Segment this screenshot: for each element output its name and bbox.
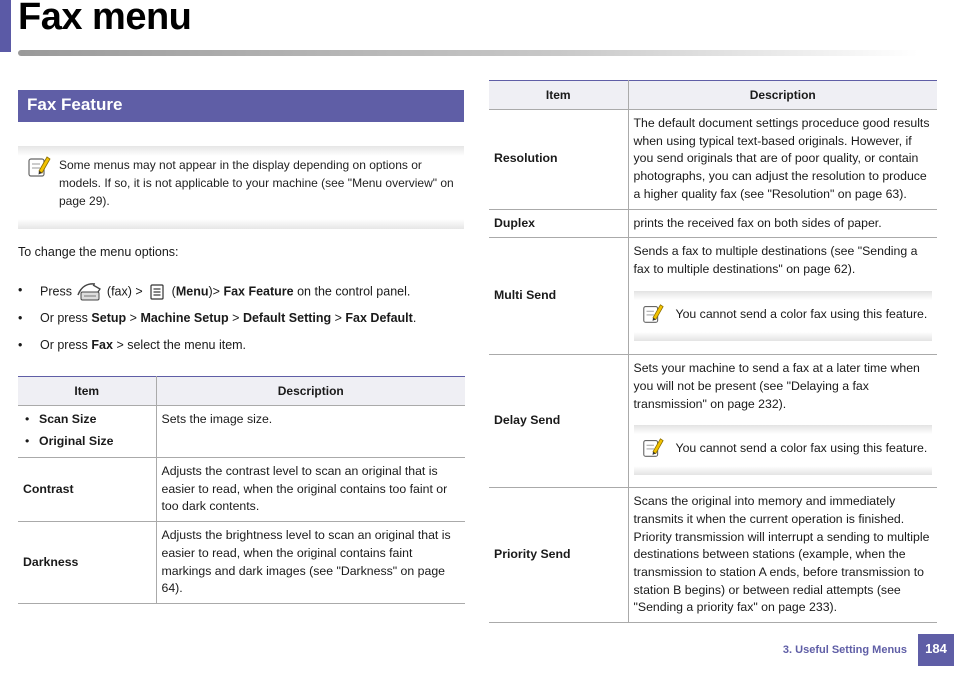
step2-sep2: > [232, 310, 240, 325]
description-text: Sets your machine to send a fax at a later time when you will not be present (see "Delaying a fax transmission" on page 232). [633, 361, 920, 411]
item-cell [18, 406, 156, 458]
step2-setup: Setup [91, 310, 127, 325]
description-cell [628, 238, 937, 355]
left-header-item: Item [18, 377, 156, 406]
item-cell: Darkness [18, 522, 156, 604]
description-cell: prints the received fax on both sides of paper. [628, 209, 937, 238]
note-pencil-icon [641, 302, 665, 326]
step1-menu: Menu [175, 284, 209, 299]
inner-note-text: You cannot send a color fax using this feature. [675, 441, 928, 456]
inner-note-box [634, 425, 933, 475]
right-header-description: Description [628, 81, 937, 110]
step2-sep3: > [334, 310, 342, 325]
step1-tail: on the control panel. [297, 284, 411, 299]
table-row [18, 458, 465, 522]
table-row [489, 110, 937, 210]
step1-open: ( [171, 284, 176, 299]
inner-note-box [634, 291, 933, 341]
title-accent-bar [0, 0, 11, 52]
note-pencil-icon [641, 436, 665, 460]
left-header-description: Description [156, 377, 465, 406]
item-cell: Contrast [18, 458, 156, 522]
description-cell: Adjusts the contrast level to scan an original that is easier to read, when the original contains too faint or too dark contents. [156, 458, 465, 522]
note-pencil-icon [26, 154, 52, 180]
item-cell: Resolution [489, 110, 628, 210]
left-menu-table [18, 376, 465, 604]
menu-icon [148, 283, 166, 301]
description-cell: Scans the original into memory and immediately transmits it when the current operation is finished. Priority transmission will interrupt a sending to multiple destinations between stations (example, when the transmission to station A ends, before transmission to station B begins) or between redial attempts (see "Sending a priority fax" on page 233). [628, 488, 937, 623]
footer-chapter-link[interactable]: 3. Useful Setting Menus [782, 644, 907, 656]
table-row [489, 209, 937, 238]
title-underline [18, 50, 918, 56]
description-text: Sends a fax to multiple destinations (see "Sending a fax to multiple destinations" on page 62). [633, 244, 918, 276]
item-cell: Duplex [489, 209, 628, 238]
description-cell: Sets the image size. [156, 406, 465, 458]
table-row [18, 522, 465, 604]
step1-feature: Fax Feature [223, 284, 294, 299]
intro-text: To change the menu options: [18, 245, 179, 259]
step1-fax-label: (fax) > [106, 284, 143, 299]
step3-prefix: Or press [40, 338, 88, 352]
item-cell: Priority Send [489, 488, 628, 623]
fax-icon [75, 281, 103, 303]
section-header: Fax Feature [18, 90, 464, 122]
table-row [489, 488, 937, 623]
right-menu-table [489, 80, 937, 623]
list-item: • Scan Size [23, 408, 151, 430]
step2-fax-default: Fax Default [345, 310, 413, 325]
step3-tail: > select the menu item. [116, 338, 247, 352]
step2-prefix: Or press [40, 310, 88, 325]
step1-close: )> [208, 284, 220, 299]
step2-default-setting: Default Setting [242, 310, 332, 325]
item-cell: Multi Send [489, 238, 628, 355]
description-cell [628, 355, 937, 488]
table-row [489, 355, 937, 488]
table-row [18, 406, 465, 458]
note-box [18, 146, 464, 229]
step2-sep1: > [129, 310, 137, 325]
table-row [489, 238, 937, 355]
list-item: • Original Size [23, 430, 151, 452]
inner-note-text: You cannot send a color fax using this feature. [675, 306, 928, 321]
steps-list [18, 281, 416, 364]
page-number-badge: 184 [918, 634, 954, 666]
step-1 [18, 281, 416, 309]
step2-end: . [412, 310, 417, 325]
description-cell: The default document settings proceduce good results when using typical text-based originals. However, if you send originals that are of poor quality, or contain photographs, you can adjust the resolution to produce a higher quality fax (see "Resolution" on page 63). [628, 110, 937, 210]
right-header-item: Item [489, 81, 628, 110]
step1-press: Press [40, 284, 72, 299]
step3-fax: Fax [91, 338, 113, 352]
description-cell: Adjusts the brightness level to scan an original that is easier to read, when the original contains faint markings and dark images (see "Darkness" on page 64). [156, 522, 465, 604]
step-2 [18, 309, 416, 337]
step-3 [18, 336, 416, 364]
step2-machine-setup: Machine Setup [140, 310, 229, 325]
page-title: Fax menu [18, 0, 192, 38]
note-text: Some menus may not appear in the display depending on options or models. If so, it is not applicable to your machine (see "Menu overview" on page 29). [59, 158, 454, 208]
item-cell: Delay Send [489, 355, 628, 488]
